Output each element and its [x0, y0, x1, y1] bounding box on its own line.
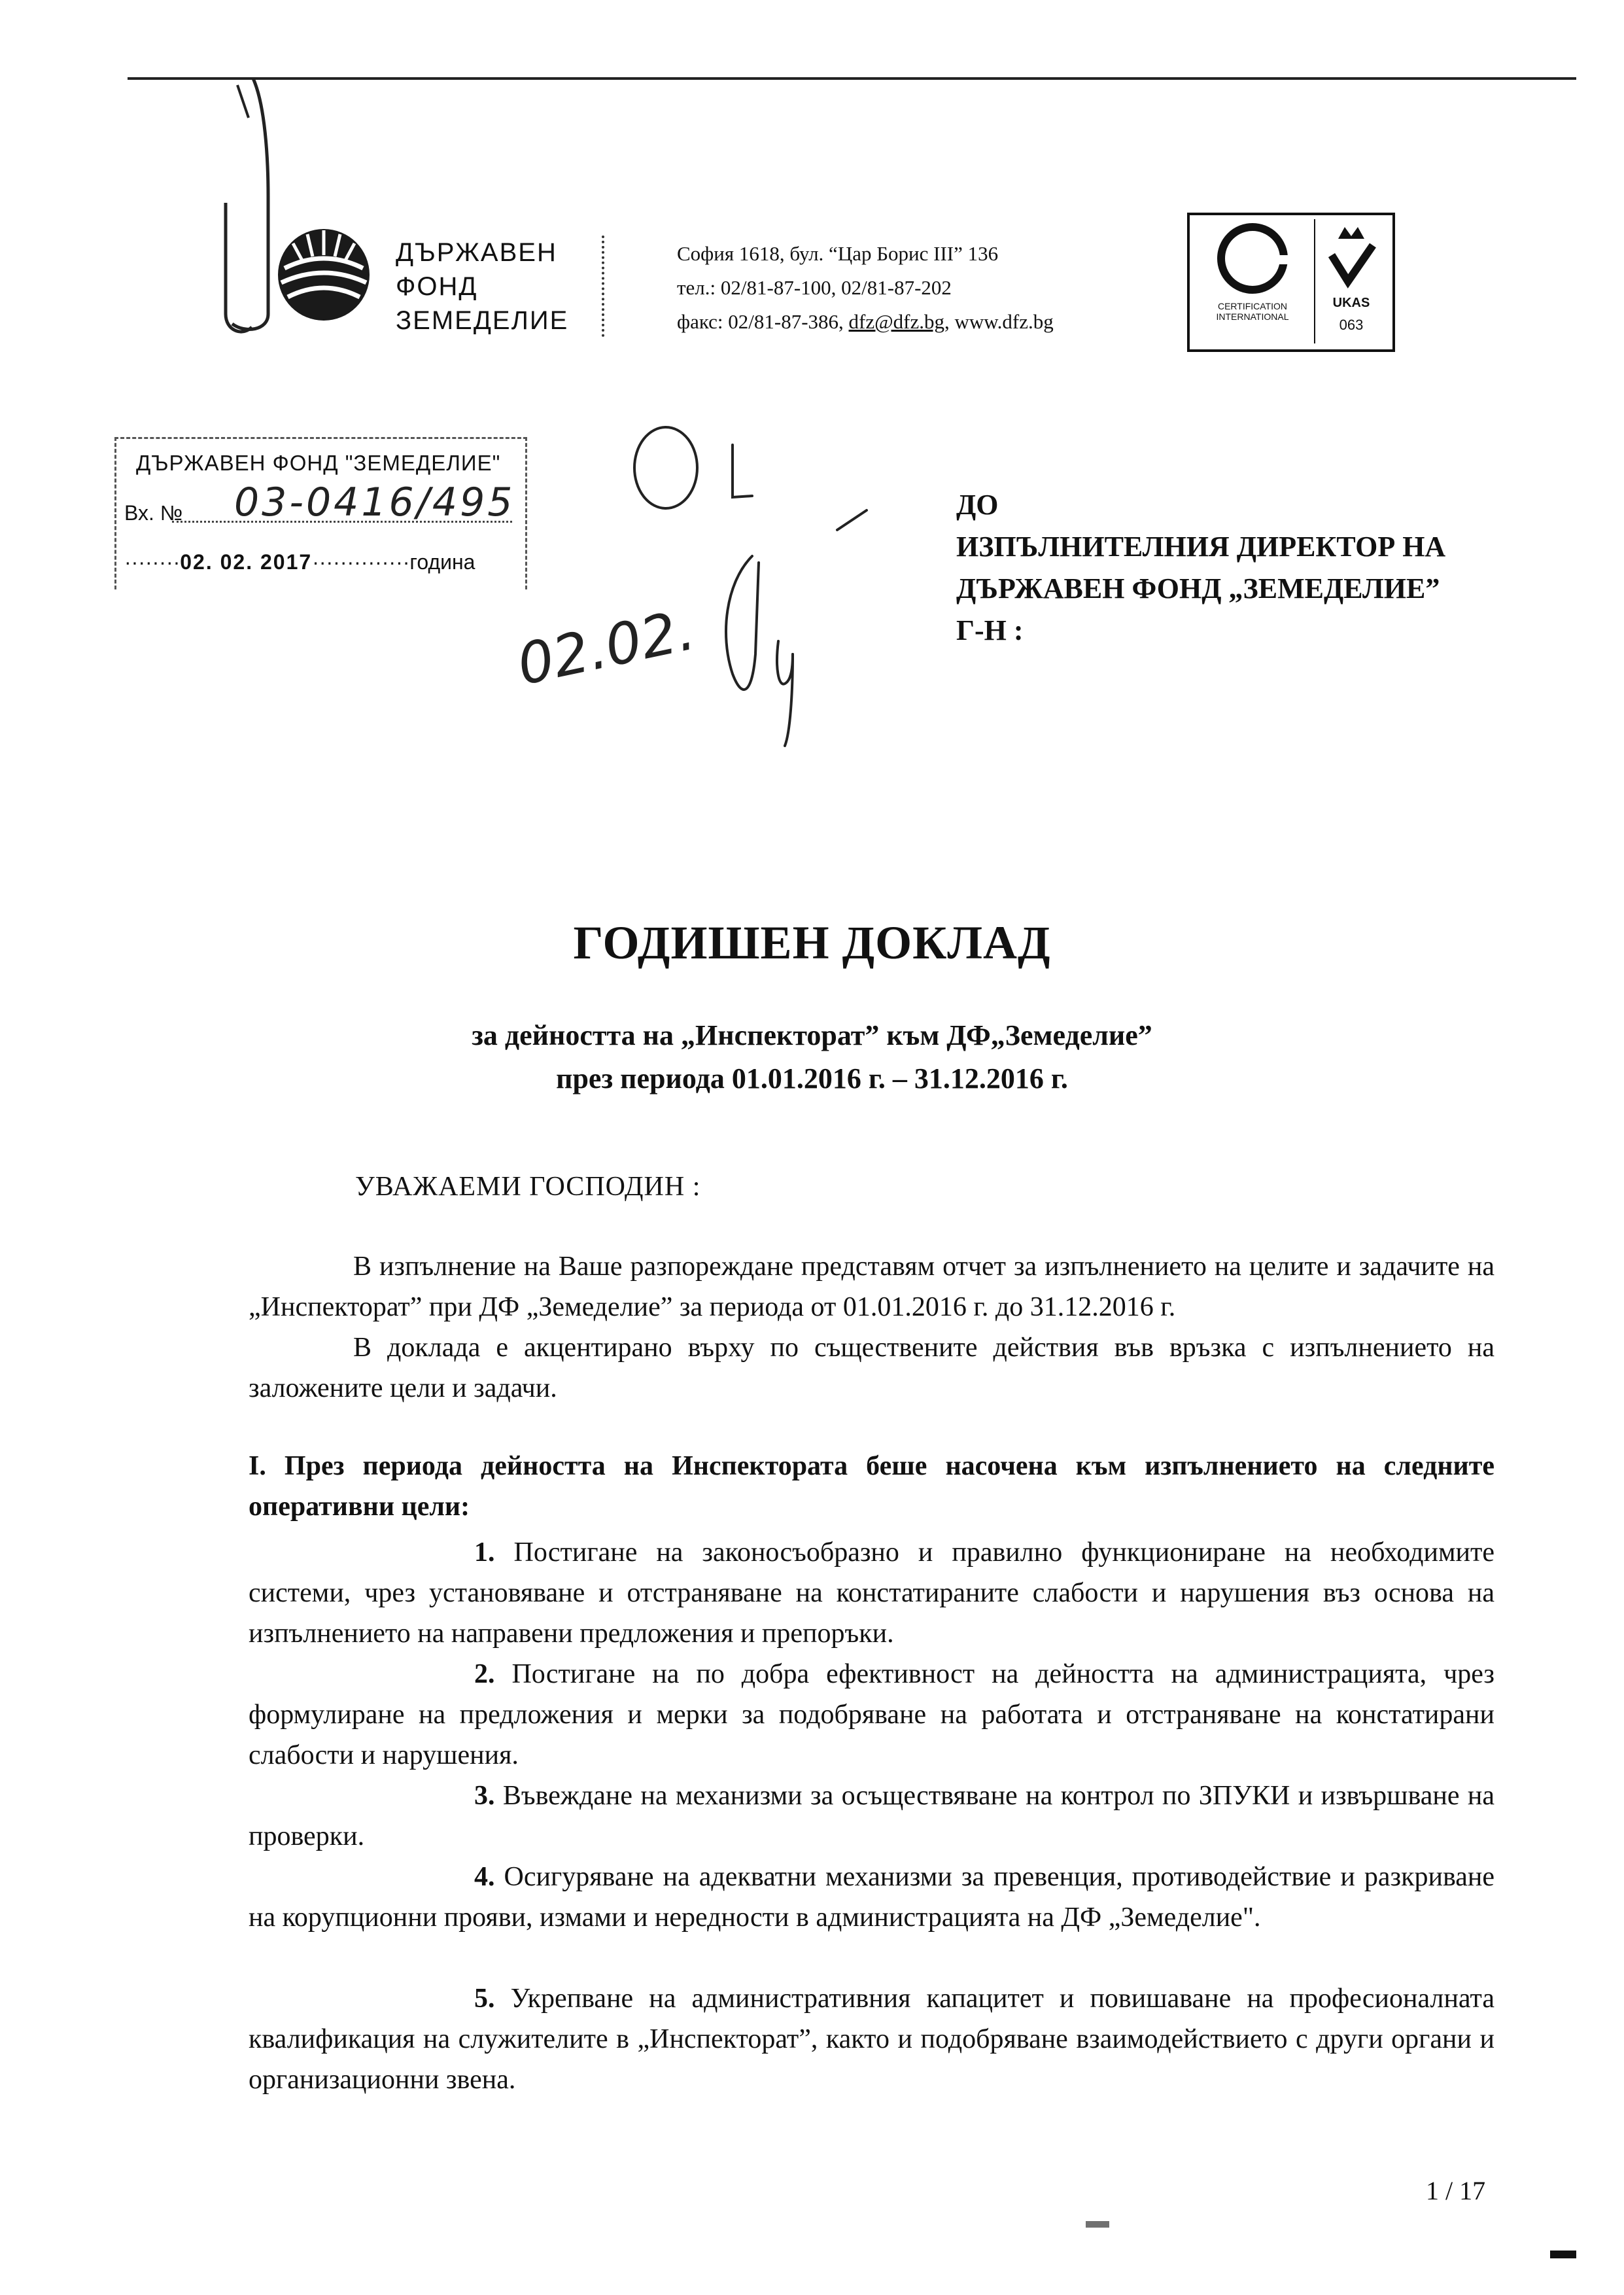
goal-number: 1.	[474, 1537, 495, 1568]
intro-paragraph: В изпълнение на Ваше разпореждане представям отчет за изпълнението на целите и задачите на „Инспекторат” при ДФ „Земеделие” за периода от 01.01.2016 г. до 31.12.2016 г.	[249, 1252, 1494, 1322]
addressee-line: ИЗПЪЛНИТЕЛНИЯ ДИРЕКТОР НА	[956, 531, 1446, 563]
document-title: ГОДИШЕН ДОКЛАД	[573, 917, 1051, 969]
addressee-line: ДО	[956, 489, 999, 521]
document-subtitle	[0, 1014, 1624, 1100]
dfz-logo-icon	[262, 222, 386, 327]
goal-number: 4.	[474, 1862, 495, 1892]
goal-item	[249, 1532, 1494, 1654]
addressee-line: ДЪРЖАВЕН ФОНД „ЗЕМЕДЕЛИЕ”	[956, 572, 1440, 604]
subtitle-line: за дейността на „Инспекторат” към ДФ„Земеделие”	[472, 1019, 1152, 1051]
contact-block	[677, 237, 1054, 339]
stamp-title: ДЪРЖАВЕН ФОНД "ЗЕМЕДЕЛИЕ"	[136, 451, 501, 475]
scan-mark	[1550, 2251, 1576, 2258]
section-heading: I. През периода дейността на Инспектората беше насочена към изпълнението на следните оперативни цели:	[249, 1451, 1494, 1522]
addressee-line: Г-Н :	[956, 614, 1024, 646]
ukas-text: UKAS	[1332, 296, 1370, 310]
website-text: , www.dfz.bg	[944, 310, 1054, 333]
org-name-line: ФОНД	[396, 272, 478, 301]
crown-check-icon	[1315, 219, 1387, 294]
goal-text: Постигане на по добра ефективност на дейността на администрацията, чрез формулиране на предложения и мерки за подобряване на работата и отстраняване на констатирани слабости и нарушения.	[249, 1659, 1495, 1770]
ukas-mark	[1314, 219, 1387, 343]
email-link[interactable]: dfz@dfz.bg	[848, 310, 944, 333]
fax-line	[677, 305, 1054, 339]
subtitle-line: през периода 01.01.2016 г. – 31.12.2016 г.	[556, 1062, 1068, 1095]
stamp-date-line: ········02. 02. 2017··············година	[124, 550, 475, 574]
certification-box	[1187, 213, 1395, 352]
org-name	[396, 236, 568, 338]
stamp-number-value: 03-0416/495	[234, 480, 515, 525]
goal-text: Въвеждане на механизми за осъществяване на контрол по ЗПУКИ и извършване на проверки.	[249, 1781, 1495, 1851]
handwritten-date: 02.02.	[511, 597, 700, 699]
address-text: София 1618, бул. “Цар Борис III” 136	[677, 242, 999, 265]
goal-item	[249, 1857, 1494, 1938]
fax-text: факс: 02/81-87-386,	[677, 310, 849, 333]
handwritten-signature	[621, 419, 896, 759]
certification-international-mark	[1198, 219, 1307, 343]
stamp-date-value: 02. 02. 2017	[180, 550, 313, 574]
header-divider	[602, 236, 604, 337]
stamp-number-label: Вх. №	[124, 501, 183, 525]
goal-item	[249, 1978, 1494, 2100]
goal-item	[249, 1776, 1494, 1857]
goal-text: Постигане на законосъобразно и правилно функциониране на необходимите системи, чрез установяване и отстраняване на констатираните слабости и нарушения въз основа на изпълнението на направени предложения и препоръки.	[249, 1537, 1494, 1649]
intro-paragraph: В доклада е акцентирано върху по съществените действия във връзка с изпълнението на заложените цели и задачи.	[249, 1333, 1494, 1403]
goal-number: 5.	[474, 1984, 495, 2014]
salutation: УВАЖАЕМИ ГОСПОДИН :	[355, 1172, 701, 1202]
goal-text: Осигуряване на адекватни механизми за превенция, противодействие и разкриване на корупционни прояви, измами и нередности в администрацията на ДФ „Земеделие".	[249, 1862, 1494, 1933]
registration-stamp	[114, 437, 527, 589]
ukas-number: 063	[1339, 317, 1364, 333]
certification-text: CERTIFICATION INTERNATIONAL	[1216, 301, 1289, 322]
goal-number: 3.	[474, 1781, 495, 1811]
goal-item	[249, 1654, 1494, 1776]
goal-text: Укрепване на административния капацитет и повишаване на професионалната квалификация на служителите в „Инспекторат”, както и подобряване взаимодействието с други органи и организационни звена.	[249, 1984, 1494, 2095]
phone-text: тел.: 02/81-87-100, 02/81-87-202	[677, 276, 952, 299]
goal-number: 2.	[474, 1659, 495, 1689]
certification-ring-icon	[1198, 219, 1307, 298]
addressee-block	[956, 484, 1445, 652]
page-number: 1 / 17	[1426, 2176, 1486, 2205]
org-name-line: ЗЕМЕДЕЛИЕ	[396, 306, 569, 335]
header-rule	[128, 77, 1576, 80]
org-name-line: ДЪРЖАВЕН	[396, 238, 557, 267]
stamp-date-suffix: година	[409, 550, 475, 574]
scan-mark	[1086, 2221, 1109, 2228]
